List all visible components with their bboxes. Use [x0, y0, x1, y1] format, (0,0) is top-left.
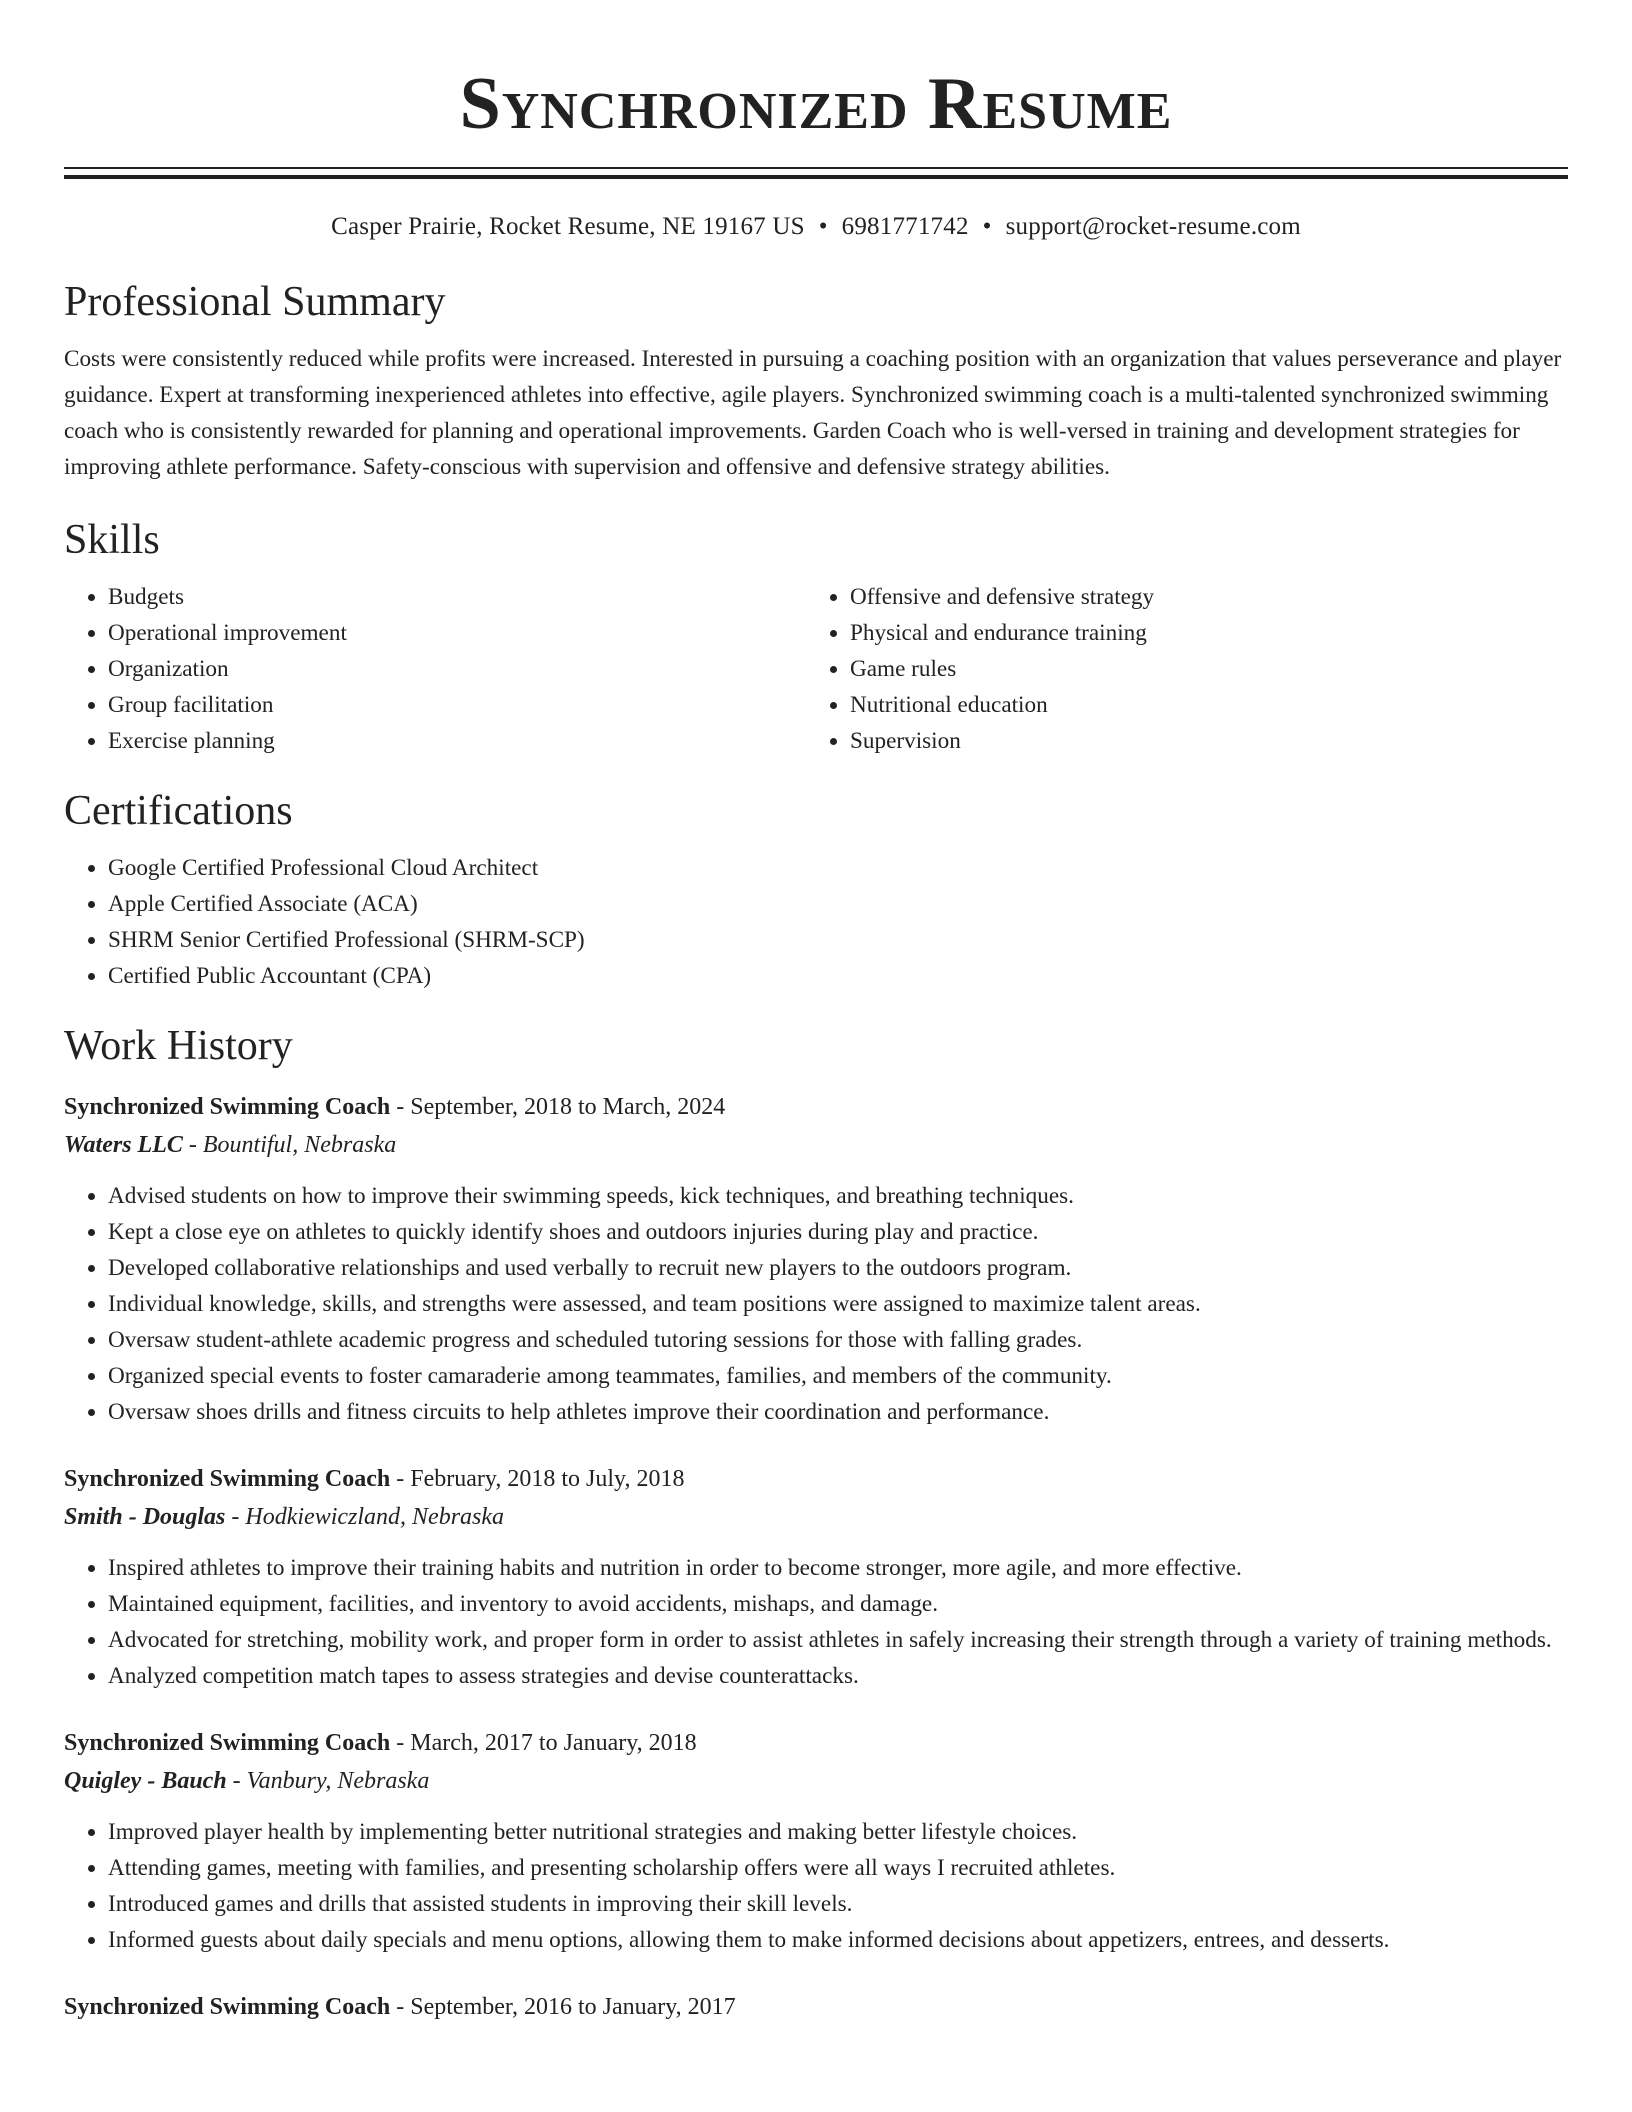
- skill-item: • Physical and endurance training: [850, 615, 1548, 651]
- resume-page: [64, 0, 1568, 2026]
- job-title: Synchronized Swimming Coach: [64, 1730, 391, 1756]
- title-rule-thin: [64, 167, 1568, 169]
- skills-column-left: [64, 579, 806, 759]
- contact-email[interactable]: support@rocket-resume.com: [1005, 213, 1301, 240]
- job-dash: -: [226, 1768, 247, 1794]
- summary-section: [64, 277, 1568, 485]
- skill-item: • Exercise planning: [108, 723, 806, 759]
- summary-heading: Professional Summary: [64, 279, 446, 325]
- job-dash: -: [390, 1730, 411, 1756]
- skill-item: • Budgets: [108, 579, 806, 615]
- job-dates: September, 2016 to January, 2017: [410, 1994, 736, 2020]
- job-location: Hodkiewiczland, Nebraska: [245, 1504, 505, 1530]
- job-bullet: • Advised students on how to improve their swimming speeds, kick techniques, and breathing techniques.: [108, 1178, 1568, 1214]
- job-company: Waters LLC: [64, 1132, 183, 1158]
- skills-column-right: [806, 579, 1548, 759]
- job-bullet: • Analyzed competition match tapes to assess strategies and devise counterattacks.: [108, 1658, 1568, 1694]
- job-bullet: • Attending games, meeting with families, and presenting scholarship offers were all ways I recruited athletes.: [108, 1850, 1568, 1886]
- certifications-list: [64, 850, 1568, 994]
- job-entry: [64, 1088, 1568, 1430]
- job-entry: [64, 1460, 1568, 1694]
- skills-section: [64, 515, 1568, 759]
- job-bullets: [64, 1178, 1568, 1430]
- job-header: [64, 1460, 1568, 1498]
- contact-line: [64, 209, 1568, 245]
- job-dash: -: [390, 1094, 411, 1120]
- job-header: [64, 1988, 1568, 2026]
- job-bullet: • Informed guests about daily specials and menu options, allowing them to make informed decisions about appetizers, entrees, and desserts.: [108, 1922, 1568, 1958]
- job-location: Bountiful, Nebraska: [202, 1132, 397, 1158]
- job-organization: [64, 1762, 1568, 1800]
- job-title: Synchronized Swimming Coach: [64, 1094, 391, 1120]
- job-bullet: • Developed collaborative relationships and used verbally to recruit new players to the outdoors program.: [108, 1250, 1568, 1286]
- job-dates: February, 2018 to July, 2018: [410, 1466, 685, 1492]
- job-dash: -: [390, 1994, 411, 2020]
- job-header: [64, 1724, 1568, 1762]
- skills-columns: [64, 579, 1568, 759]
- work-history-section: [64, 1021, 1568, 2026]
- job-dash: -: [225, 1504, 246, 1530]
- certifications-heading: Certifications: [64, 788, 293, 834]
- job-bullets: [64, 1550, 1568, 1694]
- skills-heading: Skills: [64, 517, 160, 563]
- job-bullet: • Advocated for stretching, mobility work, and proper form in order to assist athletes in safely increasing their strength through a variety of training methods.: [108, 1622, 1568, 1658]
- certifications-section: [64, 786, 1568, 994]
- skill-item: • Operational improvement: [108, 615, 806, 651]
- certification-item: • Google Certified Professional Cloud Architect: [108, 850, 1568, 886]
- job-bullet: • Introduced games and drills that assisted students in improving their skill levels.: [108, 1886, 1568, 1922]
- skill-item: • Group facilitation: [108, 687, 806, 723]
- contact-separator: •: [982, 213, 992, 240]
- certification-item: • SHRM Senior Certified Professional (SHRM-SCP): [108, 922, 1568, 958]
- job-header: [64, 1088, 1568, 1126]
- job-dates: September, 2018 to March, 2024: [410, 1094, 726, 1120]
- job-dash: -: [390, 1466, 411, 1492]
- skill-item: • Supervision: [850, 723, 1548, 759]
- contact-separator: •: [818, 213, 828, 240]
- title-rule-thick: [64, 175, 1568, 179]
- work-history-heading: Work History: [64, 1023, 293, 1069]
- contact-phone: 6981771742: [841, 213, 969, 240]
- job-bullet: • Individual knowledge, skills, and strengths were assessed, and team positions were assigned to maximize talent areas.: [108, 1286, 1568, 1322]
- job-bullet: • Organized special events to foster camaraderie among teammates, families, and members of the community.: [108, 1358, 1568, 1394]
- job-entry: [64, 1988, 1568, 2026]
- job-bullets: [64, 1814, 1568, 1958]
- job-bullet: • Oversaw student-athlete academic progress and scheduled tutoring sessions for those with falling grades.: [108, 1322, 1568, 1358]
- job-dash: -: [182, 1132, 203, 1158]
- summary-text: Costs were consistently reduced while profits were increased. Interested in pursuing a coaching position with an organization that values perseverance and player guidance. Expert at transforming inexperienced athletes into effective, agile players. Synchronized swimming coach is a multi-talented synchronized swimming coach who is consistently rewarded for planning and operational improvements. Garden Coach who is well-versed in training and development strategies for improving athlete performance. Safety-conscious with supervision and offensive and defensive strategy abilities.: [64, 346, 1562, 480]
- job-bullet: • Kept a close eye on athletes to quickly identify shoes and outdoors injuries during play and practice.: [108, 1214, 1568, 1250]
- job-entry: [64, 1724, 1568, 1958]
- job-location: Vanbury, Nebraska: [246, 1768, 430, 1794]
- job-bullet: • Improved player health by implementing better nutritional strategies and making better lifestyle choices.: [108, 1814, 1568, 1850]
- job-company: Smith - Douglas: [64, 1504, 226, 1530]
- job-title: Synchronized Swimming Coach: [64, 1994, 391, 2020]
- job-organization: [64, 1498, 1568, 1536]
- resume-title: Synchronized Resume: [459, 63, 1173, 145]
- job-bullet: • Inspired athletes to improve their training habits and nutrition in order to become stronger, more agile, and more effective.: [108, 1550, 1568, 1586]
- skill-item: • Game rules: [850, 651, 1548, 687]
- job-dates: March, 2017 to January, 2018: [410, 1730, 697, 1756]
- job-company: Quigley - Bauch: [64, 1768, 227, 1794]
- skill-item: • Nutritional education: [850, 687, 1548, 723]
- contact-address: Casper Prairie, Rocket Resume, NE 19167 US: [331, 213, 805, 240]
- skill-item: • Organization: [108, 651, 806, 687]
- job-bullet: • Maintained equipment, facilities, and inventory to avoid accidents, mishaps, and damage.: [108, 1586, 1568, 1622]
- skill-item: • Offensive and defensive strategy: [850, 579, 1548, 615]
- job-title: Synchronized Swimming Coach: [64, 1466, 391, 1492]
- job-organization: [64, 1126, 1568, 1164]
- job-bullet: • Oversaw shoes drills and fitness circuits to help athletes improve their coordination and performance.: [108, 1394, 1568, 1430]
- certification-item: • Certified Public Accountant (CPA): [108, 958, 1568, 994]
- certification-item: • Apple Certified Associate (ACA): [108, 886, 1568, 922]
